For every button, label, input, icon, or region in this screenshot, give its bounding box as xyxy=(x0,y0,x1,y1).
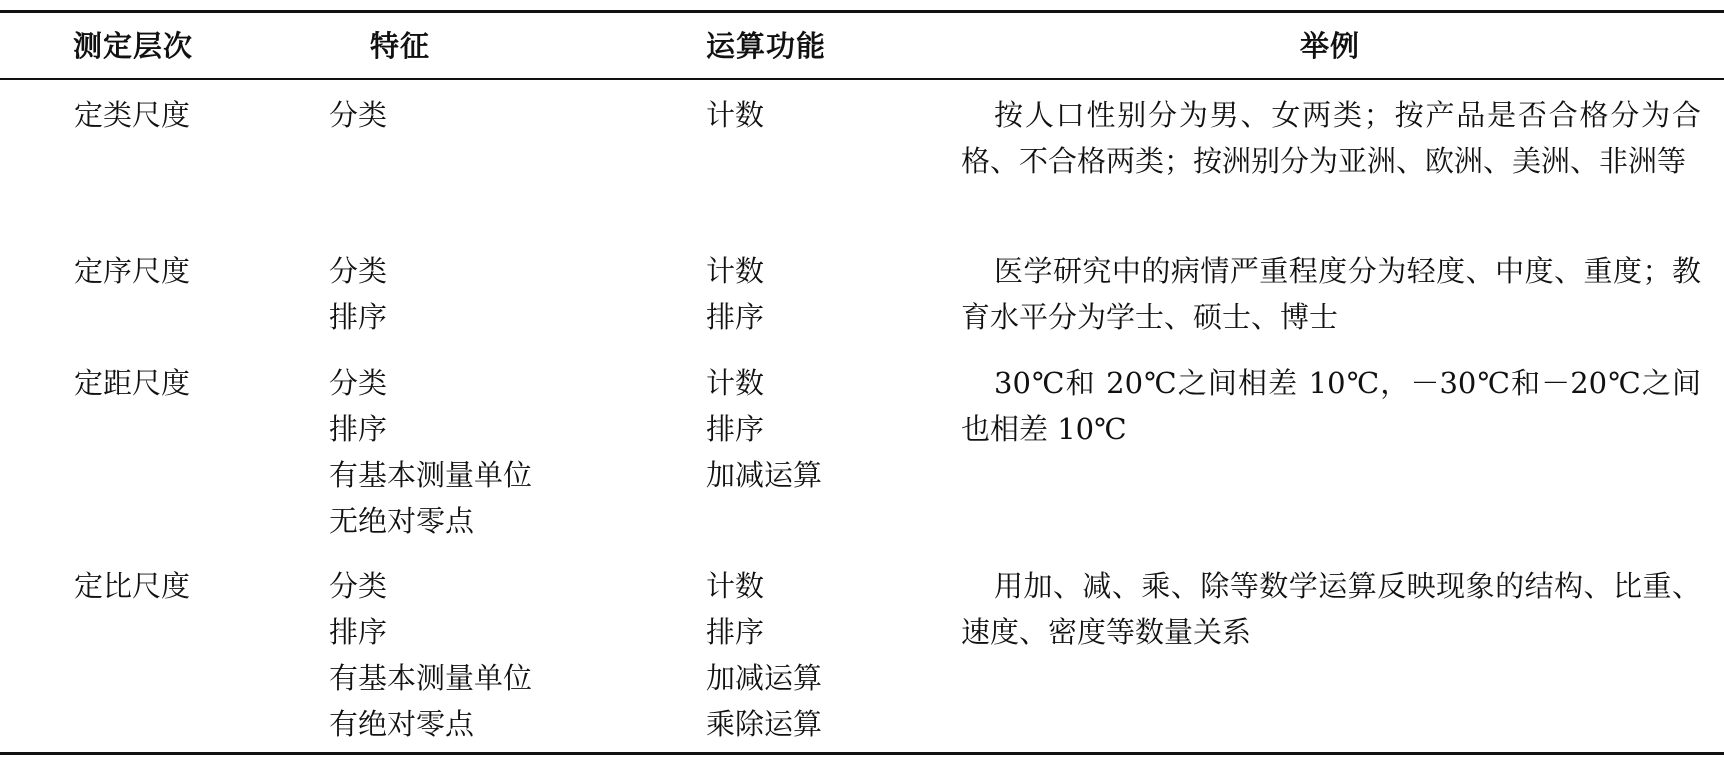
row-ops-cell xyxy=(706,360,822,498)
row-feature-cell xyxy=(329,92,387,138)
feature-line: 有基本测量单位 xyxy=(329,661,533,695)
row-ops-cell xyxy=(706,92,764,138)
ops-line: 计数 xyxy=(706,254,765,288)
row-level-cell: 定类尺度 xyxy=(74,98,191,132)
ops-line: 加减运算 xyxy=(706,458,823,492)
ops-line: 计数 xyxy=(706,569,765,603)
row-ops-cell xyxy=(706,248,764,340)
ops-line: 排序 xyxy=(706,412,765,446)
feature-line: 排序 xyxy=(329,615,388,649)
header-example: 举例 xyxy=(1300,29,1361,63)
feature-line: 排序 xyxy=(329,412,388,446)
feature-line: 有绝对零点 xyxy=(329,707,475,741)
table-bottom-rule xyxy=(0,752,1724,755)
row-example-cell: 医学研究中的病情严重程度分为轻度、中度、重度；教育水平分为学士、硕士、博士 xyxy=(961,254,1701,334)
header-operations: 运算功能 xyxy=(706,29,827,63)
row-level-cell: 定序尺度 xyxy=(74,254,191,288)
feature-line: 有基本测量单位 xyxy=(329,458,533,492)
feature-line: 分类 xyxy=(329,366,388,400)
row-level-cell: 定比尺度 xyxy=(74,569,191,603)
row-feature-cell xyxy=(329,360,532,544)
row-feature-cell xyxy=(329,563,532,747)
row-example-cell: 按人口性别分为男、女两类；按产品是否合格分为合格、不合格两类；按洲别分为亚洲、欧洲、美洲、非洲等 xyxy=(961,98,1701,178)
ops-line: 排序 xyxy=(706,615,765,649)
ops-line: 排序 xyxy=(706,300,765,334)
table-header-rule xyxy=(0,78,1724,80)
feature-line: 分类 xyxy=(329,569,388,603)
ops-line: 加减运算 xyxy=(706,661,823,695)
ops-line: 乘除运算 xyxy=(706,707,823,741)
header-feature: 特征 xyxy=(369,29,430,63)
header-level: 测定层次 xyxy=(73,29,194,63)
table-top-rule xyxy=(0,10,1724,13)
row-ops-cell xyxy=(706,563,822,747)
feature-line: 分类 xyxy=(329,98,388,132)
feature-line: 无绝对零点 xyxy=(329,504,475,538)
ops-line: 计数 xyxy=(706,98,765,132)
row-example-cell: 用加、减、乘、除等数学运算反映现象的结构、比重、速度、密度等数量关系 xyxy=(961,569,1701,649)
feature-line: 排序 xyxy=(329,300,388,334)
row-level-cell: 定距尺度 xyxy=(74,366,191,400)
ops-line: 计数 xyxy=(706,366,765,400)
feature-line: 分类 xyxy=(329,254,388,288)
row-example-cell: 30℃和 20℃之间相差 10℃，－30℃和－20℃之间也相差 10℃ xyxy=(961,366,1701,446)
row-feature-cell xyxy=(329,248,387,340)
